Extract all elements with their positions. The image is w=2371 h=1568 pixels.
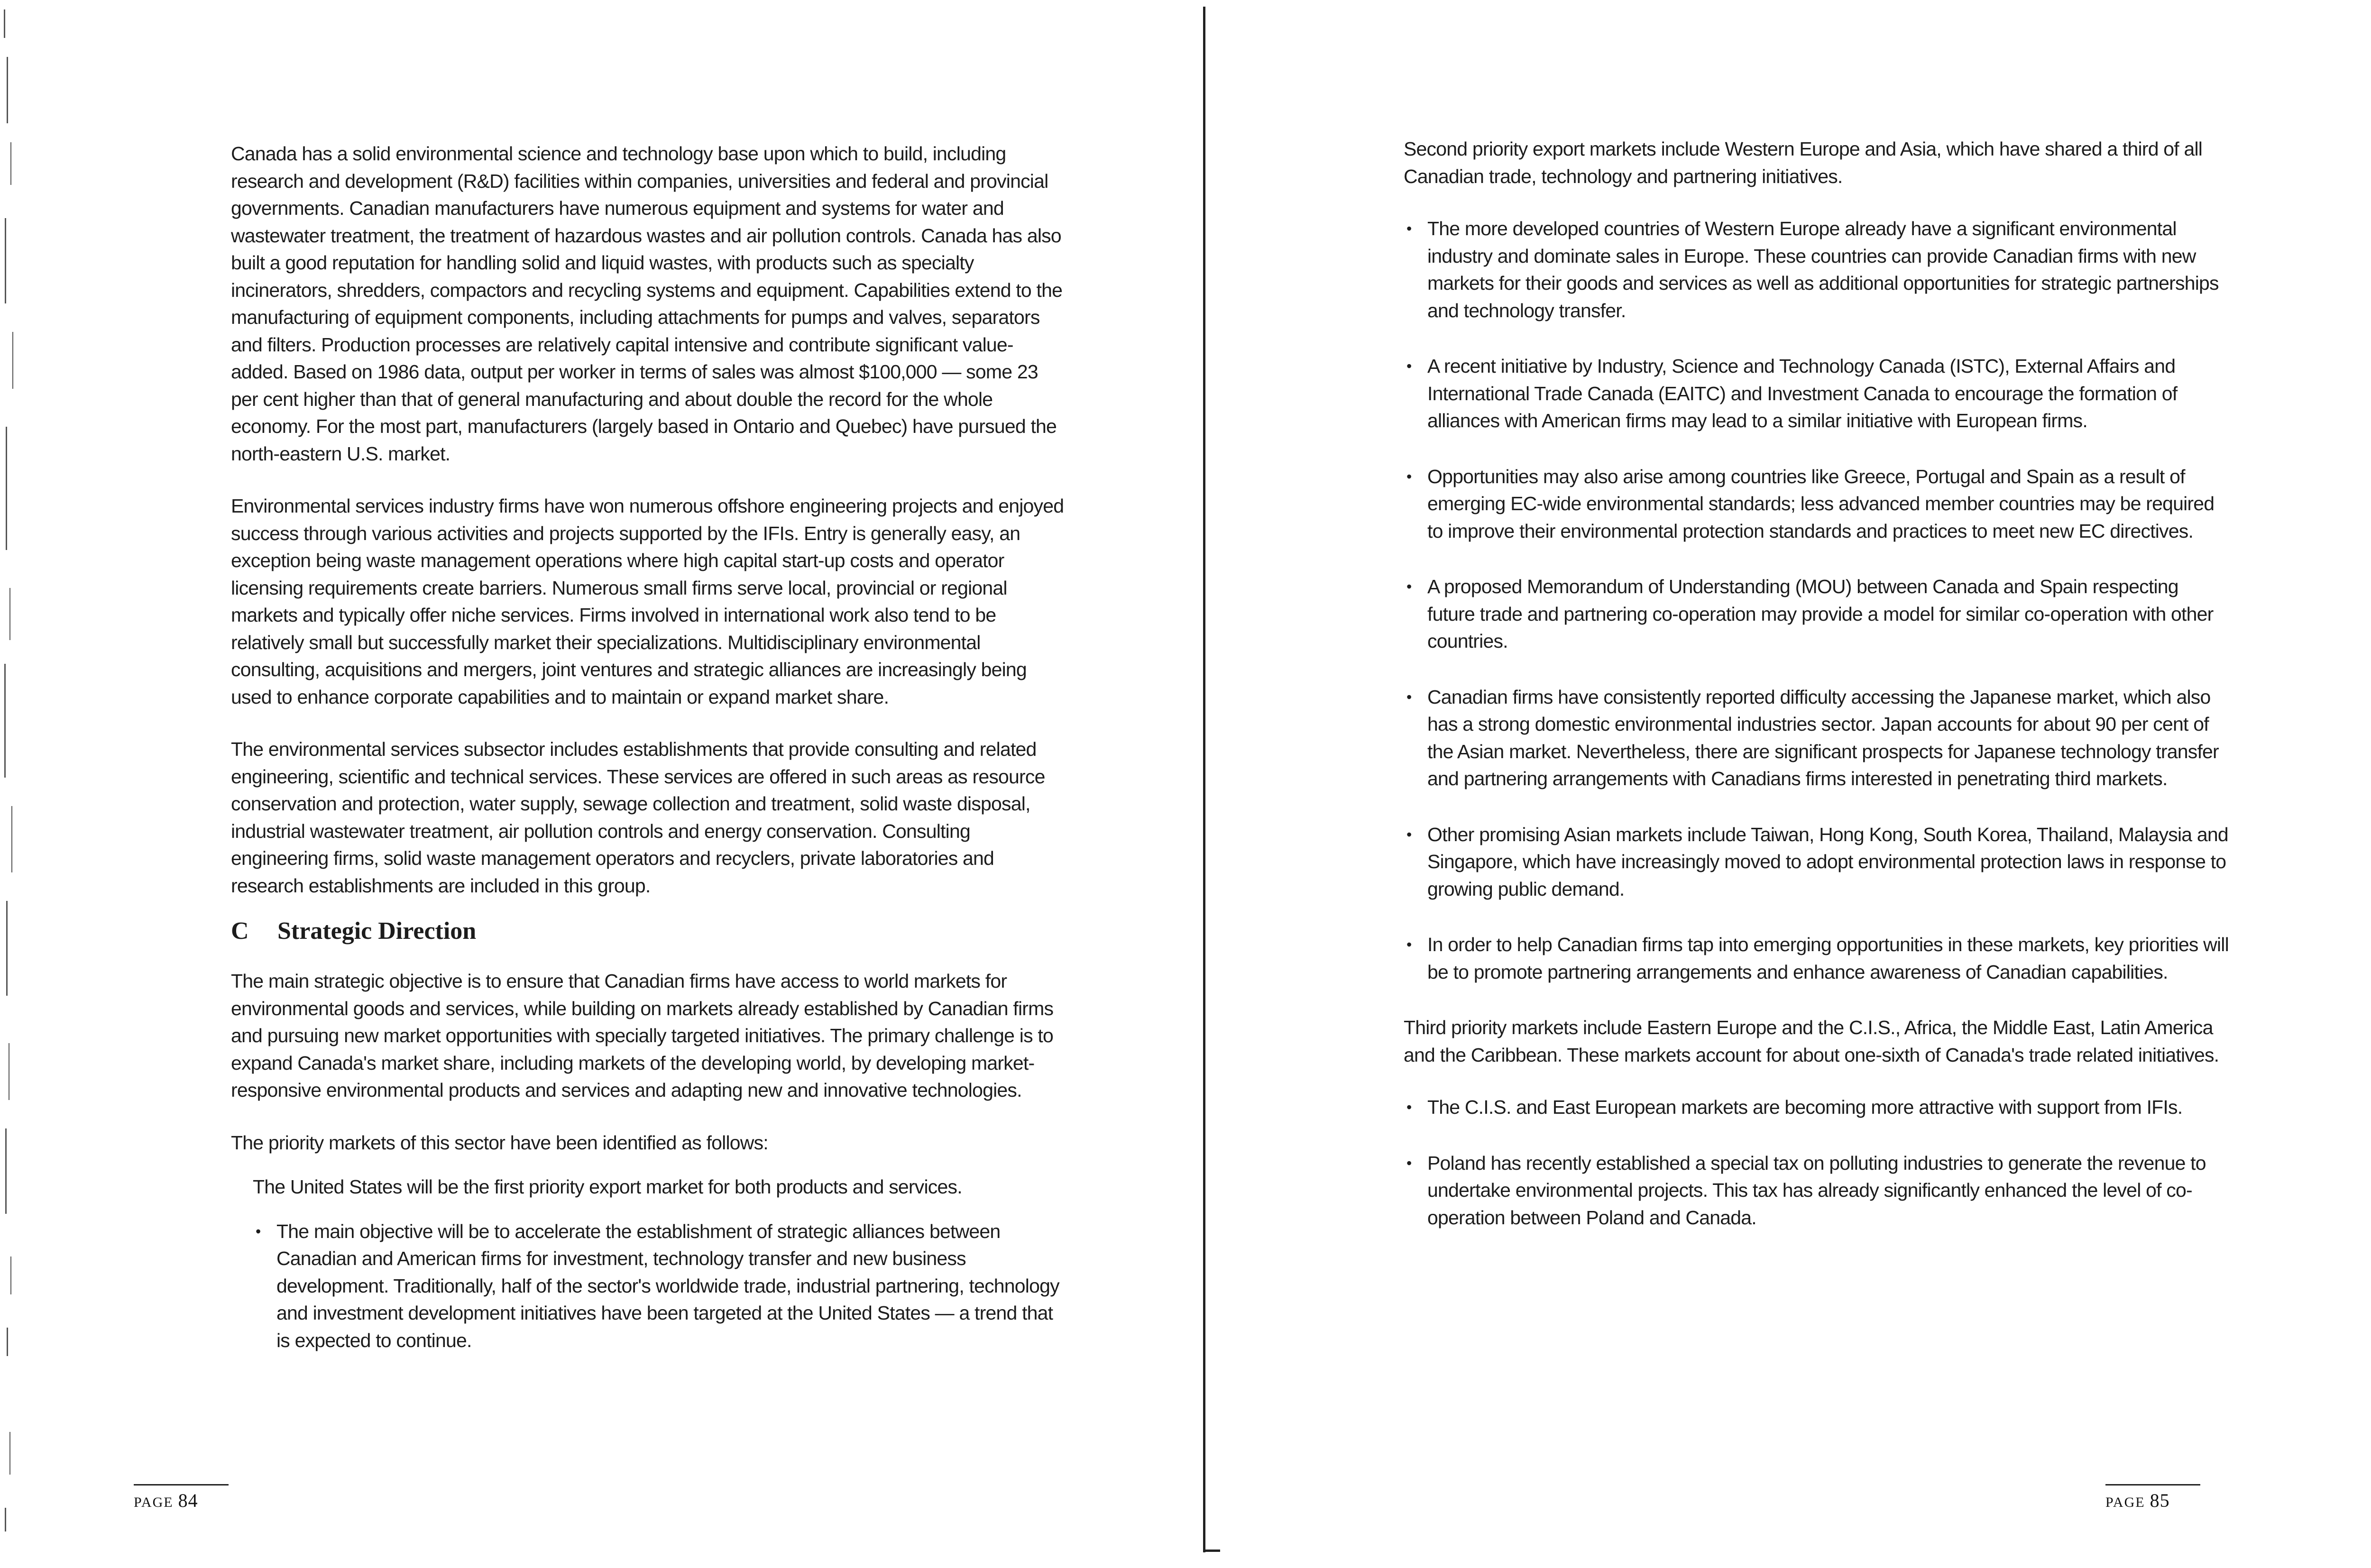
bullet-item (1404, 1150, 2229, 1232)
third-priority-bullets (1404, 1094, 2229, 1231)
right-page-body (1404, 136, 2229, 1260)
bullet-item (1404, 931, 2229, 986)
bullet-text: Opportunities may also arise among countries like Greece, Portugal and Spain as a result of emerging EC-wide environmental standards; less advanced member countries may be required to improve their environmental protection standards and practices to meet new EC directives. (1427, 465, 2215, 542)
bullet-text: Canadian firms have consistently reported difficulty accessing the Japanese market, which also has a strong domestic environmental industries sector. Japan accounts for about 90 per cent of the Asian market. Nevertheless, there are significant prospects for Japanese technology transfer and partnering arrangements with Canadians firms interested in penetrating third markets. (1427, 686, 2219, 789)
bullet-dot: • (1406, 468, 1412, 485)
bullet-dot: • (1406, 1154, 1412, 1172)
bullet-text: The C.I.S. and East European markets are becoming more attractive with support from IFIs. (1427, 1096, 2183, 1118)
bullet-text: In order to help Canadian firms tap into emerging opportunities in these markets, key priorities will be to promote partnering arrangements and enhance awareness of Canadian capabilities. (1427, 934, 2229, 983)
left-page-body (231, 140, 1066, 1383)
footer-page-number: 84 (178, 1490, 198, 1511)
section-letter: C (231, 917, 249, 944)
paragraph-first-priority: The United States will be the first priority export market for both products and services. (253, 1176, 962, 1198)
bullet-item (1404, 353, 2229, 435)
bullet-dot: • (1406, 1099, 1412, 1116)
bullet-dot: • (256, 1222, 261, 1240)
paragraph-services-industry: Environmental services industry firms have won numerous offshore engineering projects and enjoyed success through various activities and projects supported by the IFIs. Entry is generally easy, an exception being waste management operations where high capital start-up costs and operator licensing requirements create barriers. Numerous small firms serve local, provincial or regional markets and typically offer niche services. Firms involved in international work also tend to be relatively small but successfully market their specializations. Multidisciplinary environmental consulting, acquisitions and mergers, joint ventures and strategic alliances are increasingly being used to enhance corporate capabilities and to maintain or expand market share. (231, 495, 1064, 708)
bullet-item (1404, 684, 2229, 793)
bullet-dot: • (1406, 825, 1412, 843)
footer-rule (134, 1484, 229, 1485)
right-page-footer (2105, 1484, 2200, 1512)
footer-page-number: 85 (2150, 1490, 2170, 1511)
bullet-text: A recent initiative by Industry, Science and Technology Canada (ISTC), External Affairs and International Trade Canada (EAITC) and Investment Canada to encourage the formation of alliances with American firms may lead to a similar initiative with European firms. (1427, 355, 2178, 431)
paragraph-science-base: Canada has a solid environmental science and technology base upon which to build, including research and development (R&D) facilities within companies, universities and federal and provincial governments. Canadian manufacturers have numerous equipment and systems for water and wastewater treatment, the treatment of hazardous wastes and air pollution controls. Canada has also built a good reputation for handling solid and liquid wastes, with products such as specialty incinerators, shredders, compactors and recycling systems and equipment. Capabilities extend to the manufacturing of equipment components, including attachments for pumps and valves, separators and filters. Production processes are relatively capital intensive and contribute significant value-added. Based on 1986 data, output per worker in terms of sales was almost $100,000 — some 23 per cent higher than that of general manufacturing and about double the record for the whole economy. For the most part, manufacturers (largely based in Ontario and Quebec) have pursued the north-eastern U.S. market. (231, 143, 1063, 465)
bullet-text: Other promising Asian markets include Taiwan, Hong Kong, South Korea, Thailand, Malaysia and Singapore, which have increasingly moved to adopt environmental protection laws in response to growing public demand. (1427, 823, 2228, 900)
bullet-dot: • (1406, 358, 1412, 375)
bullet-item (1404, 573, 2229, 655)
left-page-footer (134, 1484, 229, 1512)
bullet-item (1404, 463, 2229, 545)
footer-page-label: PAGE (2105, 1495, 2145, 1510)
paragraph-second-priority: Second priority export markets include Western Europe and Asia, which have shared a third of all Canadian trade, technology and partnering initiatives. (1404, 138, 2203, 187)
bullet-item (1404, 1094, 2229, 1121)
bullet-dot: • (1406, 220, 1412, 237)
bullet-item (1404, 215, 2229, 324)
paragraph-third-priority: Third priority markets include Eastern Europe and the C.I.S., Africa, the Middle East, Latin America and the Caribbean. These markets account for about one-sixth of Canada's trade related initiatives. (1404, 1017, 2219, 1066)
bullet-dot: • (1406, 578, 1412, 595)
bullet-text: Poland has recently established a special tax on polluting industries to generate the revenue to undertake environmental projects. This tax has already significantly enhanced the level of co-operation between Poland and Canada. (1427, 1152, 2206, 1229)
bullet-dot: • (1406, 936, 1412, 953)
paragraph-priority-markets: The priority markets of this sector have been identified as follows: (231, 1131, 768, 1154)
paragraph-strategic-objective: The main strategic objective is to ensure that Canadian firms have access to world markets for environmental goods and services, while building on markets already established by Canadian firms and pursuing new market opportunities with specially targeted initiatives. The primary challenge is to expand Canada's market share, including markets of the developing world, by developing market-responsive environmental products and services and adapting new and innovative technologies. (231, 970, 1054, 1101)
bullet-text: A proposed Memorandum of Understanding (MOU) between Canada and Spain respecting future trade and partnering co-operation may provide a model for similar co-operation with other countries. (1427, 576, 2214, 652)
first-priority-bullets (231, 1218, 1066, 1355)
bullet-text: The main objective will be to accelerate the establishment of strategic alliances between Canadian and American firms for investment, technology transfer and new business development. Traditionally, half of the sector's worldwide trade, industrial partnering, technology and investment development initiatives have been targeted at the United States — a trend that is expected to continue. (276, 1220, 1059, 1351)
bullet-text: The more developed countries of Western Europe already have a significant environmental industry and dominate sales in Europe. These countries can provide Canadian firms with new markets for their goods and services as well as additional opportunities for strategic partnerships and technology transfer. (1427, 218, 2219, 321)
right-page (1207, 0, 2371, 1568)
bullet-item (253, 1218, 1066, 1355)
section-heading (231, 917, 1066, 946)
bullet-dot: • (1406, 688, 1412, 706)
footer-page-label: PAGE (134, 1495, 174, 1510)
footer-rule (2105, 1484, 2200, 1485)
gutter-line (1203, 7, 1205, 1552)
section-title: Strategic Direction (277, 917, 477, 944)
paragraph-services-subsector: The environmental services subsector includes establishments that provide consulting and related engineering, scientific and technical services. These services are offered in such areas as resource conservation and protection, water supply, sewage collection and treatment, solid waste disposal, industrial wastewater treatment, air pollution controls and energy conservation. Consulting engineering firms, solid waste management operators and recyclers, private laboratories and research establishments are included in this group. (231, 738, 1045, 897)
second-priority-bullets (1404, 215, 2229, 986)
bullet-item (1404, 821, 2229, 903)
